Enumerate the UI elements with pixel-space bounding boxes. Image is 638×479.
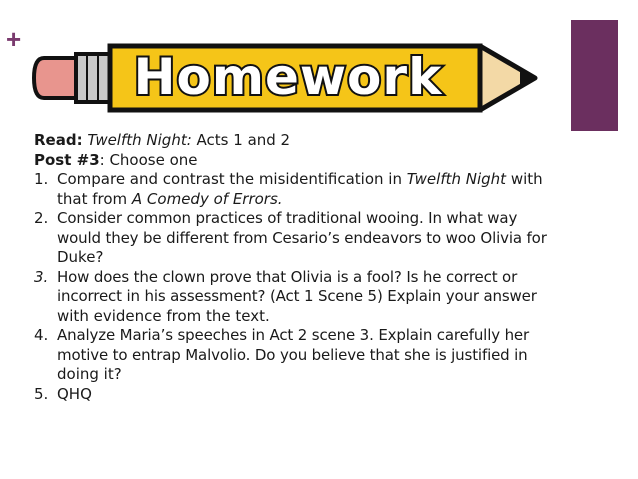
plus-symbol: + <box>6 24 22 54</box>
pencil-eraser <box>34 58 76 98</box>
post-label: Post #3 <box>34 150 100 169</box>
item-number: 3. <box>34 267 49 286</box>
list-item: 1. Compare and contrast the misidentification in Twelfth Night with that from A Comedy of Errors. <box>34 170 543 208</box>
question-list <box>34 170 574 404</box>
read-line <box>34 131 574 151</box>
list-item: 2. Consider common practices of traditional wooing. In what way would they be different from Cesario’s endeavors to woo Olivia for Duke? <box>34 209 547 266</box>
list-item: 5. QHQ <box>34 384 92 403</box>
list-item: 3. How does the clown prove that Olivia is a fool? Is he correct or incorrect in his assessment? (Act 1 Scene 5) Explain your answer with evidence from the text. <box>34 267 537 325</box>
accent-bar <box>571 20 618 131</box>
homework-pencil-banner <box>30 28 560 128</box>
pencil-ferrule <box>76 54 110 102</box>
item-number: 5. <box>34 384 49 403</box>
item-number: 2. <box>34 209 49 227</box>
read-label: Read: <box>34 131 83 149</box>
banner-text: Homework <box>133 48 443 106</box>
item-number: 1. <box>34 170 49 188</box>
item-number: 4. <box>34 326 49 344</box>
post-text: : Choose one <box>99 150 198 169</box>
post-line <box>34 151 574 171</box>
list-item: 4. Analyze Maria’s speeches in Act 2 scene 3. Explain carefully her motive to entrap Malvolio. Do you believe that she is justified in doing it? <box>34 326 530 383</box>
assignment-content <box>34 131 574 404</box>
read-text: Acts 1 and 2 <box>191 131 291 149</box>
read-title: Twelfth Night: <box>87 131 192 149</box>
